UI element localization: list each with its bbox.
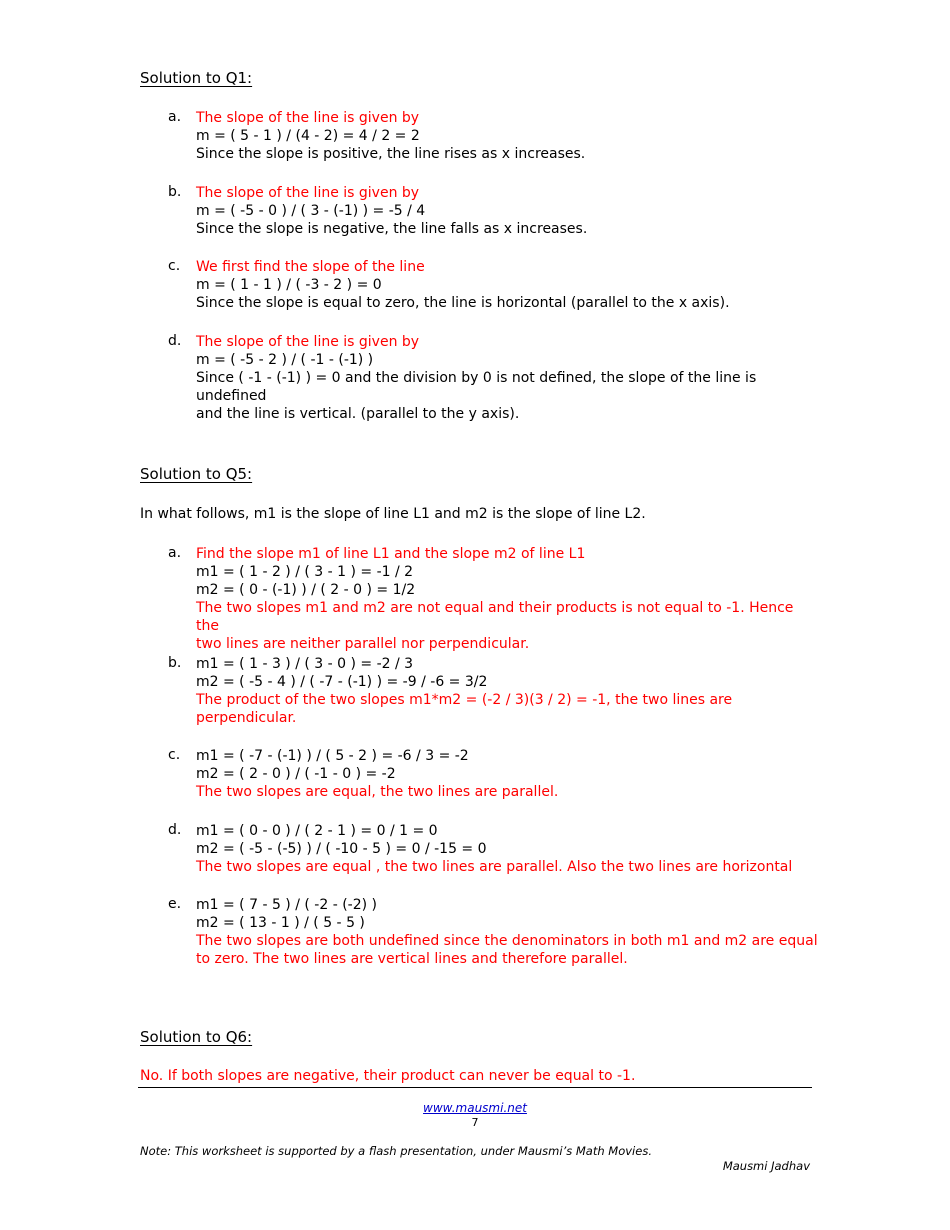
solution-line: We first find the slope of the line xyxy=(196,259,425,275)
solution-line: m1 = ( -7 - (-1) ) / ( 5 - 2 ) = -6 / 3 = -2 xyxy=(196,748,469,764)
footer-website-link[interactable]: www.mausmi.net xyxy=(423,1101,527,1115)
q5-item xyxy=(168,545,818,653)
solution-line: Since the slope is positive, the line rises as x increases. xyxy=(196,146,586,162)
solution-line: Since the slope is equal to zero, the line is horizontal (parallel to the x axis). xyxy=(196,295,730,311)
solution-line: Since the slope is negative, the line falls as x increases. xyxy=(196,221,588,237)
q1-item xyxy=(168,258,818,312)
solution-line: m1 = ( 7 - 5 ) / ( -2 - (-2) ) xyxy=(196,897,378,913)
solution-line: The slope of the line is given by xyxy=(196,185,420,201)
item-lines xyxy=(196,109,818,163)
item-marker: a. xyxy=(168,109,182,125)
item-lines xyxy=(196,896,818,968)
item-marker: c. xyxy=(168,258,181,274)
solution-line: m1 = ( 0 - 0 ) / ( 2 - 1 ) = 0 / 1 = 0 xyxy=(196,823,438,839)
solution-line: m2 = ( 2 - 0 ) / ( -1 - 0 ) = -2 xyxy=(196,766,396,782)
q5-item xyxy=(168,655,818,727)
q5-item xyxy=(168,896,818,968)
item-lines xyxy=(196,333,818,423)
item-lines xyxy=(196,747,818,801)
footer-divider xyxy=(138,1087,812,1088)
item-lines xyxy=(196,822,818,876)
solution-line: m1 = ( 1 - 2 ) / ( 3 - 1 ) = -1 / 2 xyxy=(196,564,414,580)
solution-line: m2 = ( -5 - (-5) ) / ( -10 - 5 ) = 0 / -15 = 0 xyxy=(196,841,487,857)
q5-item xyxy=(168,747,818,801)
item-marker: d. xyxy=(168,822,182,838)
q1-heading: Solution to Q1: xyxy=(140,69,253,87)
q6-answer: No. If both slopes are negative, their product can never be equal to -1. xyxy=(140,1068,636,1084)
solution-line: m2 = ( -5 - 4 ) / ( -7 - (-1) ) = -9 / -6 = 3/2 xyxy=(196,674,488,690)
solution-line: Since ( -1 - (-1) ) = 0 and the division by 0 is not defined, the slope of the line is undefined xyxy=(196,370,761,404)
item-marker: e. xyxy=(168,896,182,912)
q5-intro: In what follows, m1 is the slope of line L1 and m2 is the slope of line L2. xyxy=(140,506,646,522)
q1-item xyxy=(168,109,818,163)
item-marker: b. xyxy=(168,184,182,200)
solution-line: The product of the two slopes m1*m2 = (-2 / 3)(3 / 2) = -1, the two lines are xyxy=(196,692,733,708)
solution-line: The two slopes are equal, the two lines are parallel. xyxy=(196,784,559,800)
solution-line: m = ( -5 - 0 ) / ( 3 - (-1) ) = -5 / 4 xyxy=(196,203,426,219)
item-lines xyxy=(196,545,818,653)
solution-line: Find the slope m1 of line L1 and the slope m2 of line L1 xyxy=(196,546,586,562)
q1-item xyxy=(168,184,818,238)
solution-line: m1 = ( 1 - 3 ) / ( 3 - 0 ) = -2 / 3 xyxy=(196,656,414,672)
solution-line: The two slopes m1 and m2 are not equal and their products is not equal to -1. Hence the xyxy=(196,600,798,634)
footer-author: Mausmi Jadhav xyxy=(722,1159,810,1173)
item-marker: c. xyxy=(168,747,181,763)
solution-line: The slope of the line is given by xyxy=(196,110,420,126)
solution-line: The two slopes are both undefined since the denominators in both m1 and m2 are equal xyxy=(196,933,818,949)
footer-note: Note: This worksheet is supported by a flash presentation, under Mausmi’s Math Movies. xyxy=(140,1144,652,1158)
q1-item xyxy=(168,333,818,423)
item-marker: a. xyxy=(168,545,182,561)
solution-line: to zero. The two lines are vertical lines and therefore parallel. xyxy=(196,951,628,967)
solution-line: two lines are neither parallel nor perpendicular. xyxy=(196,636,530,652)
solution-line: The slope of the line is given by xyxy=(196,334,420,350)
solution-line: m = ( 5 - 1 ) / (4 - 2) = 4 / 2 = 2 xyxy=(196,128,420,144)
q5-heading: Solution to Q5: xyxy=(140,465,253,483)
item-lines xyxy=(196,655,818,727)
q6-heading: Solution to Q6: xyxy=(140,1028,253,1046)
item-lines xyxy=(196,184,818,238)
solution-line: m = ( -5 - 2 ) / ( -1 - (-1) ) xyxy=(196,352,374,368)
solution-line: m2 = ( 13 - 1 ) / ( 5 - 5 ) xyxy=(196,915,365,931)
solution-line: perpendicular. xyxy=(196,710,297,726)
item-lines xyxy=(196,258,818,312)
solution-line: m = ( 1 - 1 ) / ( -3 - 2 ) = 0 xyxy=(196,277,382,293)
solution-line: m2 = ( 0 - (-1) ) / ( 2 - 0 ) = 1/2 xyxy=(196,582,416,598)
item-marker: b. xyxy=(168,655,182,671)
solution-line: The two slopes are equal , the two lines are parallel. Also the two lines are horizontal xyxy=(196,859,793,875)
solution-line: and the line is vertical. (parallel to the y axis). xyxy=(196,406,520,422)
q5-item xyxy=(168,822,818,876)
item-marker: d. xyxy=(168,333,182,349)
page-number: 7 xyxy=(471,1116,479,1129)
